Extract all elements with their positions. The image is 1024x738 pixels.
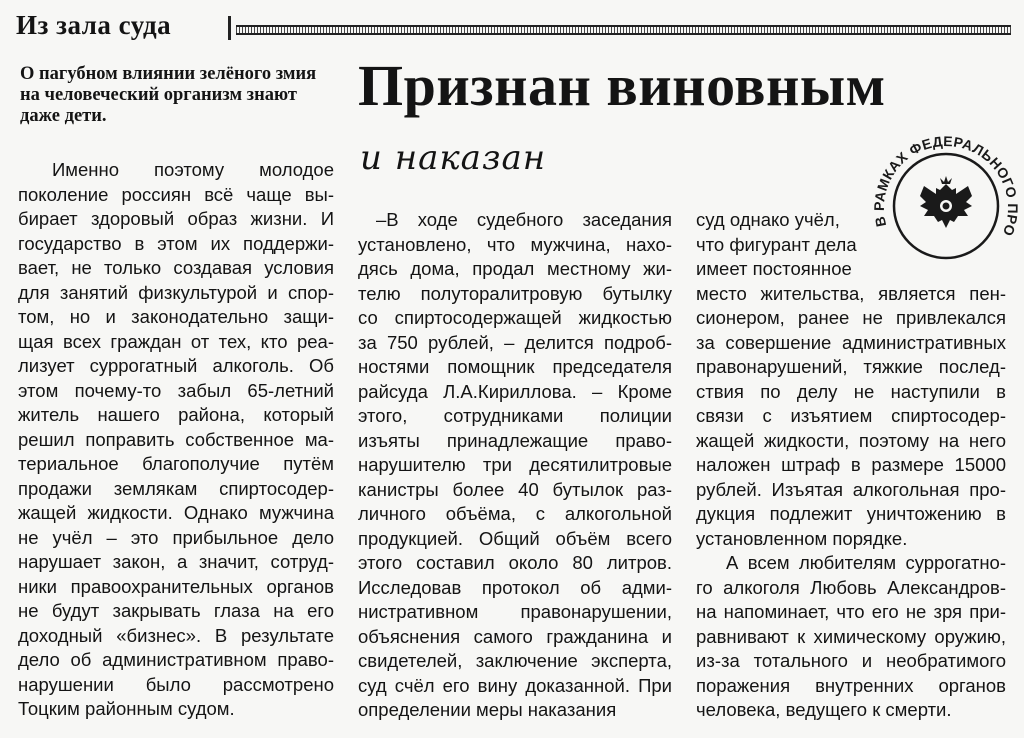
article-line: дело об административном право- — [18, 649, 334, 670]
article-line: райсуда Л.А.Кириллова. – Кроме — [358, 380, 672, 402]
article-line: нистративном правонарушении, — [358, 601, 672, 622]
article-line: этом почему-то забыл 65-летний — [18, 379, 334, 401]
article-line: Именно поэтому молодое — [52, 159, 334, 180]
article-line: щая всех граждан от тех, кто реа- — [18, 330, 334, 352]
article-line: изъяты принадлежащие право- — [358, 429, 672, 451]
article-line: имеет постоянное — [696, 258, 852, 279]
article-line: ники правоохранительных органов — [18, 575, 334, 597]
article-line: правонарушений, тяжкие послед- — [696, 356, 1006, 377]
article-line: житель нашего района, который — [18, 404, 334, 425]
article-line: объяснения самого гражданина и — [358, 625, 672, 647]
article-line: этого составил около 80 литров. — [358, 552, 672, 573]
article-line: определении меры наказания — [358, 699, 617, 720]
article-line: равнивают к химическому оружию, — [696, 625, 1006, 647]
article-line: суд счёл его вину доказанной. При — [358, 674, 672, 696]
article-line: решил поправить собственное ма- — [18, 428, 334, 450]
article-column-2 — [358, 208, 672, 723]
article-line: териальное благополучие путём — [18, 453, 334, 474]
rubric-rule — [236, 25, 1011, 35]
article-line: этого, сотрудниками полиции — [358, 405, 672, 426]
article-line: что фигурант дела — [696, 233, 857, 255]
rubric-divider-tick — [228, 16, 231, 40]
article-line: личного объёма, с алкогольной — [358, 503, 672, 524]
article-line: из-за тотального и необратимого — [696, 650, 1006, 671]
article-line: ностями помощник председателя — [358, 356, 672, 377]
article-line: жащей жидкости. Однако мужчина — [18, 502, 334, 523]
article-line: ствия по делу не наступили в — [696, 380, 1006, 402]
article-line: нарушении было рассмотрено — [18, 673, 334, 695]
article-line: связи с изъятием спиртосодер- — [696, 405, 1006, 426]
article-line: свидетелей, заключение эксперта, — [358, 650, 672, 671]
lead-paragraph: О пагубном влиянии зелёного змия на человеческий организм знают даже дети. — [20, 64, 317, 126]
subheadline: и наказан — [360, 138, 547, 178]
rubric-label: Из зала суда — [16, 10, 172, 40]
article-line: нарушителю три десятилитровые — [358, 454, 672, 475]
article-line: А всем любителям суррогатно- — [726, 552, 1006, 573]
article-line: не будут закрывать глаза на его — [18, 600, 334, 621]
article-line: со спиртосодержащей жидкостью — [358, 307, 672, 328]
article-line: рублей. Изъятая алкогольная про- — [696, 478, 1006, 500]
article-line: том, но и законодательно защи- — [18, 306, 334, 327]
article-line: –В ходе судебного заседания — [376, 209, 672, 230]
article-line: дясь дома, продал местному жи- — [358, 258, 672, 279]
article-line: жащей жидкости, поэтому на него — [696, 429, 1006, 451]
article-line: суд однако учёл, — [696, 209, 840, 230]
article-line: лизует суррогатный алкоголь. Об — [18, 355, 334, 376]
article-line: место жительства, является пен- — [696, 282, 1006, 304]
article-line: установлено, что мужчина, нахо- — [358, 233, 672, 255]
article-line: Тоцким районным судом. — [18, 698, 235, 719]
article-line: продажи землякам спиртосодер- — [18, 477, 334, 499]
article-line: установленном порядке. — [696, 527, 908, 549]
article-line: для занятий физкультурой и спор- — [18, 281, 334, 303]
article-line: Исследовав протокол об адми- — [358, 576, 672, 598]
headline: Признан виновным — [358, 53, 886, 118]
article-line: телю полуторалитровую бутылку — [358, 282, 672, 304]
article-column-3 — [696, 208, 1006, 723]
stamp-text: В РАМКАХ ФЕДЕРАЛЬНОГО ПРО — [870, 134, 1022, 239]
article-line: на напоминает, что его не зря при- — [696, 601, 1006, 622]
article-line: канистры более 40 бутылок раз- — [358, 478, 672, 500]
article-line: вает, не только создавая условия — [18, 257, 334, 278]
article-line: наложен штраф в размере 15000 — [696, 454, 1006, 475]
article-line: дукция подлежит уничтожению в — [696, 503, 1006, 524]
article-line: го алкоголя Любовь Александров- — [696, 576, 1006, 598]
article-line: поколение россиян всё чаще вы- — [18, 183, 334, 205]
article-line: поражения внутренних органов — [696, 674, 1006, 696]
article-line: продукцией. Общий объём всего — [358, 527, 672, 549]
article-column-1 — [18, 158, 334, 722]
article-line: нарушает закон, а значит, сотруд- — [18, 551, 334, 572]
article-line: доходный «бизнес». В результате — [18, 624, 334, 646]
article-line: за 750 рублей, – делится подроб- — [358, 331, 672, 353]
article-line: человека, ведущего к смерти. — [696, 699, 952, 720]
article-line: бирает здоровый образ жизни. И — [18, 208, 334, 229]
article-line: государство в этом их поддержи- — [18, 232, 334, 254]
rubric-header — [14, 6, 1014, 42]
article-line: сионером, ранее не привлекался — [696, 307, 1006, 328]
article-line: за совершение административных — [696, 331, 1006, 353]
article-line: не учёл – это прибыльное дело — [18, 526, 334, 548]
